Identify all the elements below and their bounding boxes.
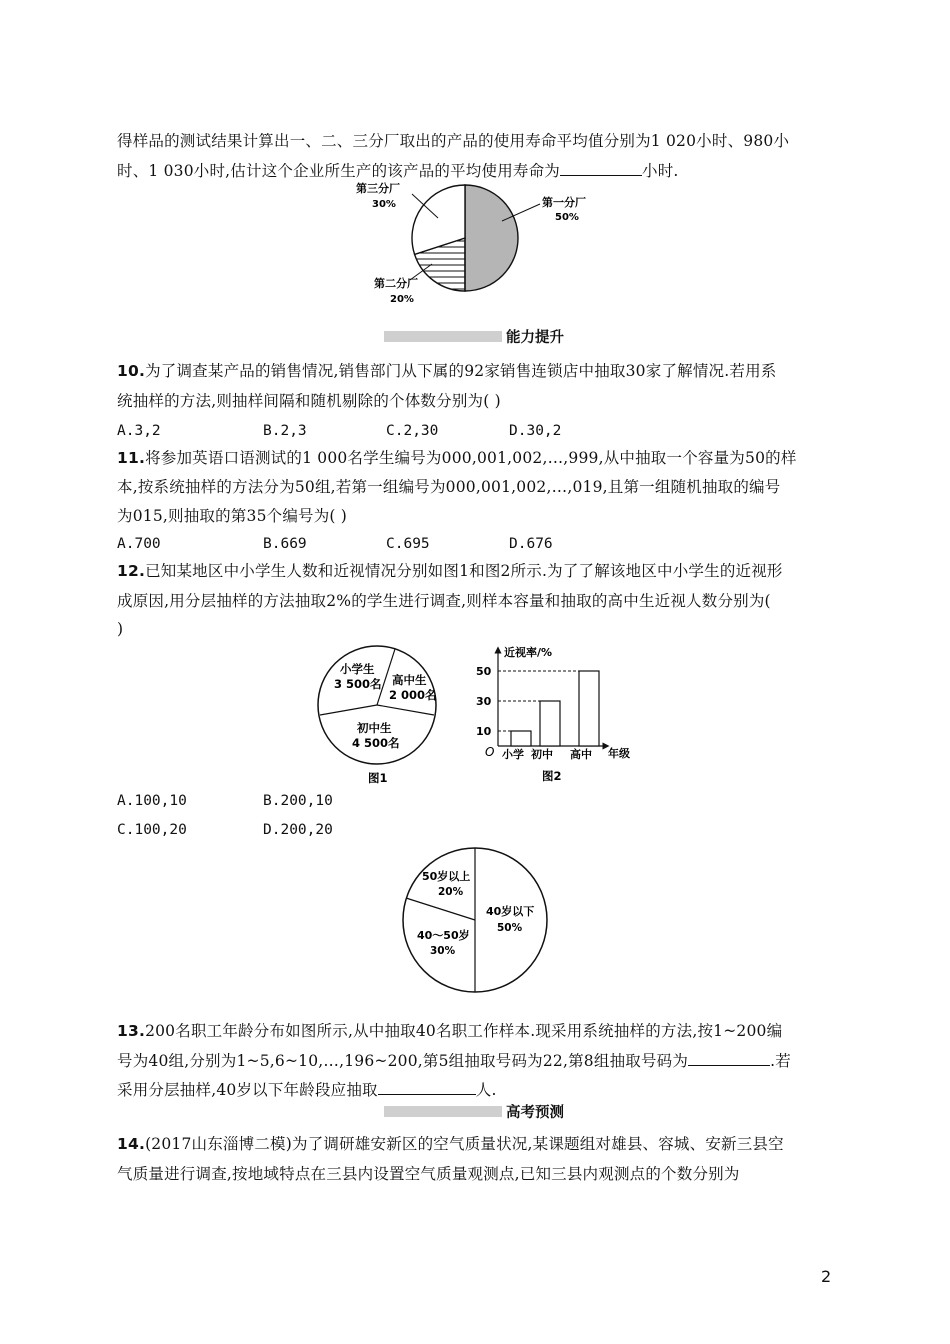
q12-option-a[interactable]: A.100,10 [117,793,187,809]
q9-slice-first-factory [465,185,518,291]
q9-line-2-text: 时、1 030小时,估计这个企业所生产的该产品的平均使用寿命为 [117,162,561,180]
q12-slice-name-senior: 高中生 [392,673,427,687]
y-tick-label-1: 10 [476,725,492,738]
bar-2 [540,701,560,746]
q12-line-2: 成原因,用分层抽样的方法抽取2%的学生进行调查,则样本容量和抽取的高中生近视人数分别为( [117,592,771,610]
q11-number: 11. [117,449,146,467]
q13-slice-label-under40: 40岁以下 [486,905,535,918]
bar-1 [511,731,531,746]
q12-slice-count-senior: 2 000名 [389,688,437,702]
x-axis-label: 年级 [608,747,630,760]
q12-option-c[interactable]: C.100,20 [117,822,187,838]
y-axis-label: 近视率/% [504,646,553,659]
q13-line-3 [117,1080,497,1100]
q13-slice-label-40to50: 40～50岁 [417,929,470,942]
y-tick-label-2: 30 [476,695,492,708]
q11-option-c[interactable]: C.695 [386,536,430,552]
q11-option-a[interactable]: A.700 [117,536,161,552]
q13-number: 13. [117,1022,146,1040]
q10-line-1 [117,361,776,381]
q9-slice-label-3: 第三分厂 [356,182,400,195]
q13-slice-value-over50: 20% [438,886,464,898]
q9-line-1: 得样品的测试结果计算出一、二、三分厂取出的产品的使用寿命平均值分别为1 020小时、980小 [117,132,790,150]
q13-text-3: 采用分层抽样,40岁以下年龄段应抽取 [117,1081,378,1099]
q10-line-2: 统抽样的方法,则抽样间隔和随机剔除的个体数分别为( ) [117,392,501,410]
q12-slice-name-primary: 小学生 [340,662,375,676]
q12-slice-name-junior: 初中生 [357,721,392,735]
q13-age-pie-chart [400,845,550,995]
q10-option-b[interactable]: B.2,3 [263,423,307,439]
q10-text-1: 为了调查某产品的销售情况,销售部门从下属的92家销售连锁店中抽取30家了解情况.若用系 [145,362,777,380]
bar-3 [579,671,599,746]
q12-slice-count-junior: 4 500名 [352,736,400,750]
q9-slice-label-2: 第二分厂 [374,277,418,290]
q13-slice-label-over50: 50岁以上 [422,870,471,883]
q12-slice-count-primary: 3 500名 [334,677,382,691]
q14-line-2: 气质量进行调查,按地域特点在三县内设置空气质量观测点,已知三县内观测点的个数分别为 [117,1165,740,1183]
q13-text-2: 号为40组,分别为1~5,6~10,…,196~200,第5组抽取号码为22,第8组抽取号码为 [117,1052,689,1070]
q12-fig2-caption: 图2 [542,769,562,783]
q12-option-b[interactable]: B.200,10 [263,793,333,809]
q11-line-2: 本,按系统抽样的方法分为50组,若第一组编号为000,001,002,…,019,且第一组随机抽取的编号 [117,478,781,496]
q13-slice-value-40to50: 30% [430,945,456,957]
q13-text-3-tail: 人. [475,1081,497,1099]
q9-line-2-tail: 小时. [642,162,679,180]
q10-number: 10. [117,362,146,380]
q10-option-a[interactable]: A.3,2 [117,423,161,439]
section-title: 能力提升 [506,330,564,346]
q9-factory-pie-chart [340,178,586,308]
section-title: 高考预测 [506,1105,564,1121]
q12-line-1 [117,561,783,581]
q9-slice-label-1: 第一分厂 [542,196,586,209]
q13-text-1: 200名职工年龄分布如图所示,从中抽取40名职工作样本.现采用系统抽样的方法,按1~200编 [145,1022,783,1040]
q13-answer-blank-1[interactable] [688,1051,770,1066]
q12-myopia-bar-chart [470,642,640,784]
q9-answer-blank[interactable] [560,161,642,176]
q14-line-1 [117,1134,784,1154]
q13-slice-value-under40: 50% [497,922,523,934]
q12-text-1: 已知某地区中小学生人数和近视情况分别如图1和图2所示.为了了解该地区中小学生的近视形 [145,562,783,580]
q11-option-b[interactable]: B.669 [263,536,307,552]
x-category-label-3: 高中 [570,748,592,761]
x-category-label-1: 小学 [502,748,524,761]
x-category-label-2: 初中 [531,748,553,761]
section-bar [384,331,502,342]
q12-student-pie-chart [316,644,440,784]
q14-number: 14. [117,1135,146,1153]
page-number: 2 [821,1267,832,1286]
q11-option-d[interactable]: D.676 [509,536,553,552]
q9-slice-value-1: 50% [555,212,579,223]
q11-line-1 [117,448,797,468]
q9-slice-value-2: 20% [390,294,414,305]
q10-option-d[interactable]: D.30,2 [509,423,562,439]
q13-text-2-tail: .若 [770,1052,791,1070]
y-tick-label-3: 50 [476,665,492,678]
q9-slice-value-3: 30% [372,199,396,210]
q11-text-1: 将参加英语口语测试的1 000名学生编号为000,001,002,…,999,从中抽取一个容量为50的样 [145,449,797,467]
q13-line-2 [117,1051,791,1071]
q14-text-1: (2017山东淄博二模)为了调研雄安新区的空气质量状况,某课题组对雄县、容城、安新三县空 [145,1135,784,1153]
q10-option-c[interactable]: C.2,30 [386,423,439,439]
q12-fig1-caption: 图1 [368,771,388,785]
q13-line-1 [117,1021,782,1041]
q11-line-3: 为015,则抽取的第35个编号为( ) [117,507,348,525]
origin-label: O [485,745,495,759]
q12-option-d[interactable]: D.200,20 [263,822,333,838]
q12-line-3: ) [117,620,124,638]
q13-answer-blank-2[interactable] [378,1080,476,1095]
section-bar [384,1106,502,1117]
q12-number: 12. [117,562,146,580]
